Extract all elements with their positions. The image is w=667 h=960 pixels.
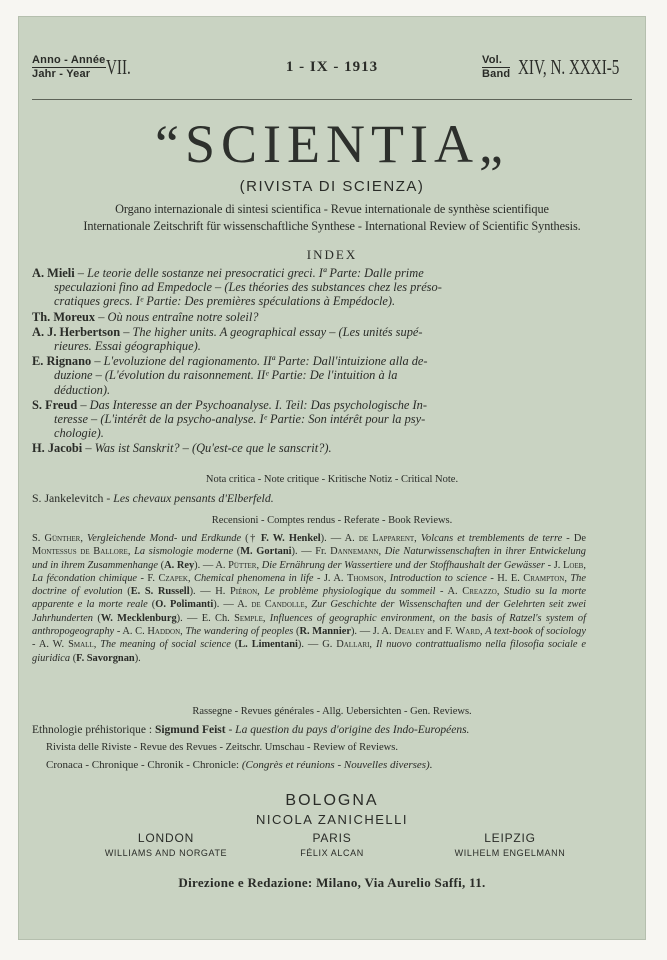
index-entry-author: H. Jacobi	[32, 441, 83, 456]
review-run: Piéron	[230, 586, 258, 598]
review-run: (	[233, 546, 241, 558]
review-run: Thomson	[347, 572, 384, 584]
index-entry-line	[32, 412, 574, 426]
review-run: ). — E. Ch.	[176, 612, 235, 624]
organ-line-2: Internationale Zeitschrift für wissenschaftliche Synthese - International Review of Scientific Synthesis.	[83, 219, 581, 233]
index-entry-line	[32, 368, 574, 382]
review-run: - A. C.	[114, 626, 148, 638]
review-run: Loeb	[563, 559, 584, 571]
review-run: Creazzo	[462, 586, 497, 598]
review-run: W. Mecklenburg	[100, 612, 177, 624]
review-run: The wandering of peoples	[185, 626, 294, 638]
review-run: - A.	[435, 586, 463, 598]
index-entry-line	[32, 354, 574, 368]
review-run: ,	[479, 626, 486, 638]
review-run: ). — J. A.	[350, 626, 395, 638]
recensioni-heading: Recensioni - Comptes rendus - Referate - Book Reviews.	[211, 515, 453, 526]
index-entry-line	[32, 325, 574, 339]
review-run: - A. W.	[32, 639, 69, 651]
review-run: - J. A.	[313, 572, 347, 584]
review-run: A. Rey	[164, 559, 195, 571]
agent-paris	[232, 831, 432, 858]
index-entries	[32, 266, 574, 457]
ethno-label: Ethnologie préhistorique :	[32, 724, 153, 736]
review-run: de Lapparent	[358, 533, 415, 544]
index-entry-line	[32, 294, 574, 308]
review-run: The doctrine of evolution	[32, 572, 586, 598]
review-run: ,	[93, 639, 101, 651]
ethno-title: - La question du pays d'origine des Indo-Européens.	[228, 724, 470, 736]
header-rule	[32, 99, 632, 100]
index-entry-title: cratiques grecs. Iᵉ Partie: Des premières spéculations à Empédocle).	[54, 294, 396, 309]
review-run: M. Gortani	[240, 546, 292, 558]
review-run: La fécondation chimique	[32, 572, 138, 584]
issue-date: 1 - IX - 1913	[285, 59, 379, 75]
agent-publisher: WILHELM ENGELMANN	[454, 848, 566, 858]
journal-subtitle: (RIVISTA DI SCIENZA)	[239, 178, 425, 195]
review-run: - F.	[137, 572, 159, 584]
nota-heading: Nota critica - Note critique - Kritische Notiz - Critical Note.	[205, 474, 459, 485]
review-run: and F.	[424, 626, 456, 638]
index-entry-line	[32, 398, 574, 412]
review-run: Dannemann	[330, 546, 379, 558]
review-run: (	[293, 626, 300, 638]
review-run: Il nuovo contrattualismo nella filosofia sociale e giuridica	[32, 639, 587, 664]
review-run: Introduction to science	[389, 572, 487, 584]
review-run: ). — G.	[297, 639, 337, 651]
review-run: Ward	[455, 626, 480, 638]
anno-label-2: Jahr - Year	[32, 68, 91, 80]
review-run: (	[93, 612, 101, 624]
review-run: Haddon	[147, 626, 181, 638]
cronaca-label: Cronaca - Chronique - Chronik - Chronicle:	[46, 759, 240, 771]
index-entry	[32, 441, 574, 455]
index-entry-title: – The higher units. A geographical essay – (Les unités supé-	[123, 324, 423, 339]
review-run: ). — H.	[189, 586, 230, 598]
index-entry-line	[32, 310, 574, 324]
index-entry-title: chologie).	[54, 426, 104, 441]
index-entry-title: speculazioni fino ad Empedocle – (Les théories des substances chez les préso-	[54, 280, 442, 295]
review-run: - De	[562, 533, 586, 544]
cronaca-text: (Congrès et réunions - Nouvelles diverses).	[241, 759, 433, 771]
review-run: Influences of geographic environment, on the basis of Ratzel's system of anthropogeography	[32, 612, 586, 638]
vol-value: XIV, N. XXXI-5	[518, 55, 620, 79]
index-entry	[32, 310, 574, 324]
index-entry-title: teresse – (L'intérêt de la psycho-analyse. Iᵉ Partie: Son intérêt pour la psy-	[54, 412, 426, 427]
index-entry-title: – Où nous entraîne notre soleil?	[98, 309, 259, 324]
direzione-line: Direzione e Redazione: Milano, Via Aurelio Saffi, 11.	[178, 875, 486, 890]
review-run: ,	[180, 626, 186, 638]
index-entry-author: A. J. Herbertson	[32, 324, 121, 339]
index-entry	[32, 398, 574, 441]
review-run: (	[157, 559, 165, 571]
review-run: ,	[257, 586, 265, 598]
review-run: ,	[414, 533, 421, 544]
journal-title: “SCIENTIA„	[155, 114, 509, 174]
nota-title: - Les chevaux pensants d'Elberfeld.	[106, 491, 274, 505]
index-entry-line	[32, 441, 574, 455]
index-entry-author: A. Mieli	[32, 266, 75, 280]
review-run: - J.	[544, 559, 563, 571]
review-run: The meaning of social science	[100, 639, 231, 651]
index-entry-title: – Was ist Sanskrit? – (Qu'est-ce que le sanscrit?).	[85, 441, 332, 456]
agent-city: LONDON	[137, 831, 195, 845]
index-entry	[32, 266, 574, 309]
review-run: Die Ernährung der Wassertiere und der Stoffhaushalt der Gewässer	[261, 559, 545, 571]
index-entry-title: déduction).	[54, 382, 111, 397]
review-run: Small	[68, 639, 94, 651]
organ-line-1: Organo internazionale di sintesi scientifica - Revue internationale de synthèse scientifique	[115, 202, 549, 216]
rassegne-heading: Rassegne - Revues générales - Allg. Uebersichten - Gen. Reviews.	[192, 706, 472, 717]
index-entry-line	[32, 383, 574, 397]
review-run: F. W. Henkel	[260, 533, 321, 544]
review-run: ,	[256, 559, 262, 571]
index-entry	[32, 325, 574, 353]
review-run: Vergleichende Mond- und Erdkunde	[87, 533, 242, 544]
review-run: (	[70, 652, 77, 664]
index-entry-title: – L'evoluzione del ragionamento. IIª Parte: Dall'intuizione alla de-	[94, 354, 428, 369]
agent-publisher: FÉLIX ALCAN	[300, 848, 364, 858]
ethno-entry	[32, 724, 469, 736]
review-run: ,	[304, 599, 312, 611]
review-run: ,	[187, 572, 195, 584]
agent-city: PARIS	[312, 831, 352, 845]
review-run: Chemical phenomena in life	[194, 572, 314, 584]
review-run: Pütter	[228, 559, 257, 571]
review-run: O. Polimanti	[155, 599, 214, 611]
nota-entry	[32, 491, 592, 506]
review-run: La sismologie moderne	[134, 546, 234, 558]
review-run: Semple	[234, 612, 263, 624]
review-run: ,	[564, 572, 571, 584]
review-run: E. S. Russell	[130, 586, 190, 598]
review-run: ). — A.	[320, 533, 359, 544]
review-run: L. Limentani	[238, 639, 298, 651]
review-run: ). — A.	[194, 559, 229, 571]
review-run: ,	[80, 533, 88, 544]
cronaca-line	[46, 759, 432, 771]
index-entry-line	[32, 280, 574, 294]
index-entry-author: E. Rignano	[32, 354, 92, 369]
review-run: (	[122, 586, 131, 598]
review-run: ,	[369, 639, 376, 651]
issue-header	[32, 54, 632, 94]
recensioni-text	[32, 532, 586, 665]
journal-cover	[18, 16, 646, 940]
review-run: Montessus de Ballore	[32, 546, 128, 558]
volume-block	[482, 54, 632, 84]
review-run: Die Naturwissenschaften in ihrer Entwickelung und in ihrem Zusammenhange	[32, 546, 586, 571]
index-entry-line	[32, 426, 574, 440]
review-run: Crampton	[523, 572, 565, 584]
index-entry-line	[32, 339, 574, 353]
review-run: Dealey	[394, 626, 425, 638]
review-run: ,	[583, 559, 586, 571]
review-run: (	[230, 639, 239, 651]
agent-city: LEIPZIG	[484, 831, 536, 845]
review-run: ). — Fr.	[291, 546, 331, 558]
index-entry-title: rieures. Essai géographique).	[54, 339, 201, 354]
review-run: Czapek	[158, 572, 188, 584]
publisher-name: NICOLA ZANICHELLI	[256, 812, 408, 827]
review-run: ,	[496, 586, 505, 598]
index-entry-author: Th. Moreux	[32, 309, 96, 324]
review-run: A text-book of sociology	[485, 626, 586, 638]
review-run: (	[147, 599, 156, 611]
agents-row	[18, 831, 646, 863]
review-run: (†	[241, 533, 261, 544]
review-run: ,	[383, 572, 390, 584]
review-run: ,	[262, 612, 270, 624]
anno-value: VII.	[106, 55, 131, 79]
publisher-city: BOLOGNA	[285, 792, 379, 809]
agent-publisher: WILLIAMS AND NORGATE	[104, 848, 228, 858]
vol-label-1: Vol.	[482, 54, 510, 68]
review-run: ).	[134, 652, 141, 664]
review-run: Zur Geschichte der Wissenschaften und der Gelehrten seit zwei Jahrhunderten	[32, 599, 586, 624]
index-entry-title: duzione – (L'évolution du raisonnement. IIᵉ Partie: De l'intuition à la	[54, 368, 398, 383]
index-entry-line	[32, 266, 574, 280]
review-run: ). — A.	[213, 599, 252, 611]
review-run: Studio su la morte apparente e la morte reale	[32, 586, 586, 611]
review-run: F. Savorgnan	[76, 652, 135, 664]
review-run: ,	[127, 546, 135, 558]
rivista-line: Rivista delle Riviste - Revue des Revues - Zeitschr. Umschau - Review of Reviews.	[46, 742, 398, 753]
vol-label-2: Band	[482, 68, 511, 80]
review-run: de Candolle	[251, 599, 305, 611]
review-run: S. Günther	[32, 533, 81, 544]
index-entry-title: – Das Interesse an der Psychoanalyse. I. Teil: Das psychologische In-	[80, 397, 427, 412]
index-heading: INDEX	[306, 247, 358, 262]
anno-label-1: Anno - Année	[32, 54, 106, 66]
index-entry-title: – Le teorie delle sostanze nei presocratici greci. Iª Parte: Dalle prime	[77, 266, 424, 280]
ethno-author: Sigmund Feist	[154, 724, 226, 736]
review-run: Volcans et tremblements de terre	[420, 533, 563, 544]
agent-leipzig	[410, 831, 610, 858]
review-run: - H. E.	[486, 572, 524, 584]
review-run: Dallari	[336, 639, 370, 651]
review-run: Le problème physiologique du sommeil	[264, 586, 436, 598]
review-run: ,	[378, 546, 385, 558]
review-run: R. Mannier	[299, 626, 351, 638]
index-entry-author: S. Freud	[32, 397, 78, 412]
index-entry	[32, 354, 574, 397]
nota-author: S. Jankelevitch	[32, 491, 104, 505]
